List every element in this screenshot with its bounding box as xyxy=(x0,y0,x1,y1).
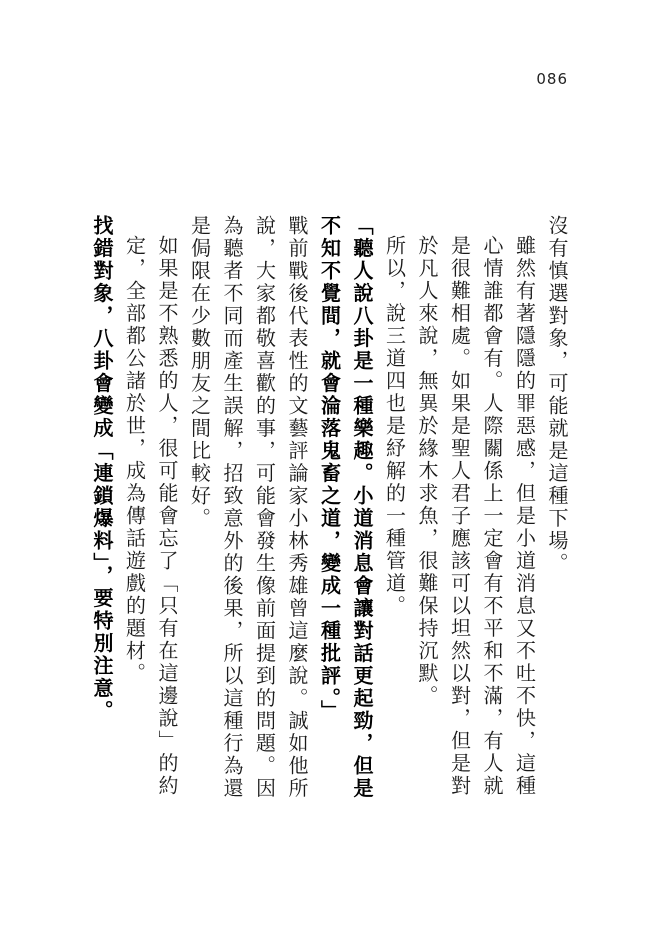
body-text xyxy=(90,215,573,815)
paragraph-3: 所以，說三道四也是紓解的一種管道。 xyxy=(382,235,407,618)
quote-paragraph: 「聽人說八卦是一種樂趣。小道消息會讓對話更起勁，但是不知不覺間，就會淪落鬼畜之道，變成一種批評。」 xyxy=(317,215,374,800)
page-number: 086 xyxy=(536,70,568,88)
paragraph-2: 雖然有著隱隱的罪惡感，但是小道消息又不吐不快，這種心情誰都會有。人際關係上一定會有不平和不滿，有人就是很難相處。如果是聖人君子應該可以坦然以對，但是對於凡人來說，無異於緣木求魚，很難保持沉默。 xyxy=(415,235,537,798)
paragraph-1: 沒有慎選對象，可能就是這種下場。 xyxy=(545,215,569,575)
paragraph-6: 如果是不熟悉的人，很可能會忘了「只有在這邊說」的約定，全部都公諸於世，成為傳話遊戲的題材。 xyxy=(122,235,179,798)
closing-paragraph: 找錯對象，八卦會變成「連鎖爆料」，要特別注意。 xyxy=(90,215,114,723)
paragraph-5: 戰前戰後代表性的文藝評論家小林秀雄曾這麼說。誠如他所說，大家都敬喜歡的事，可能會發生像前面提到的問題。因為聽者不同而產生誤解，招致意外的後果，所以這種行為還是侷限在少數朋友之間比較好。 xyxy=(187,215,309,800)
